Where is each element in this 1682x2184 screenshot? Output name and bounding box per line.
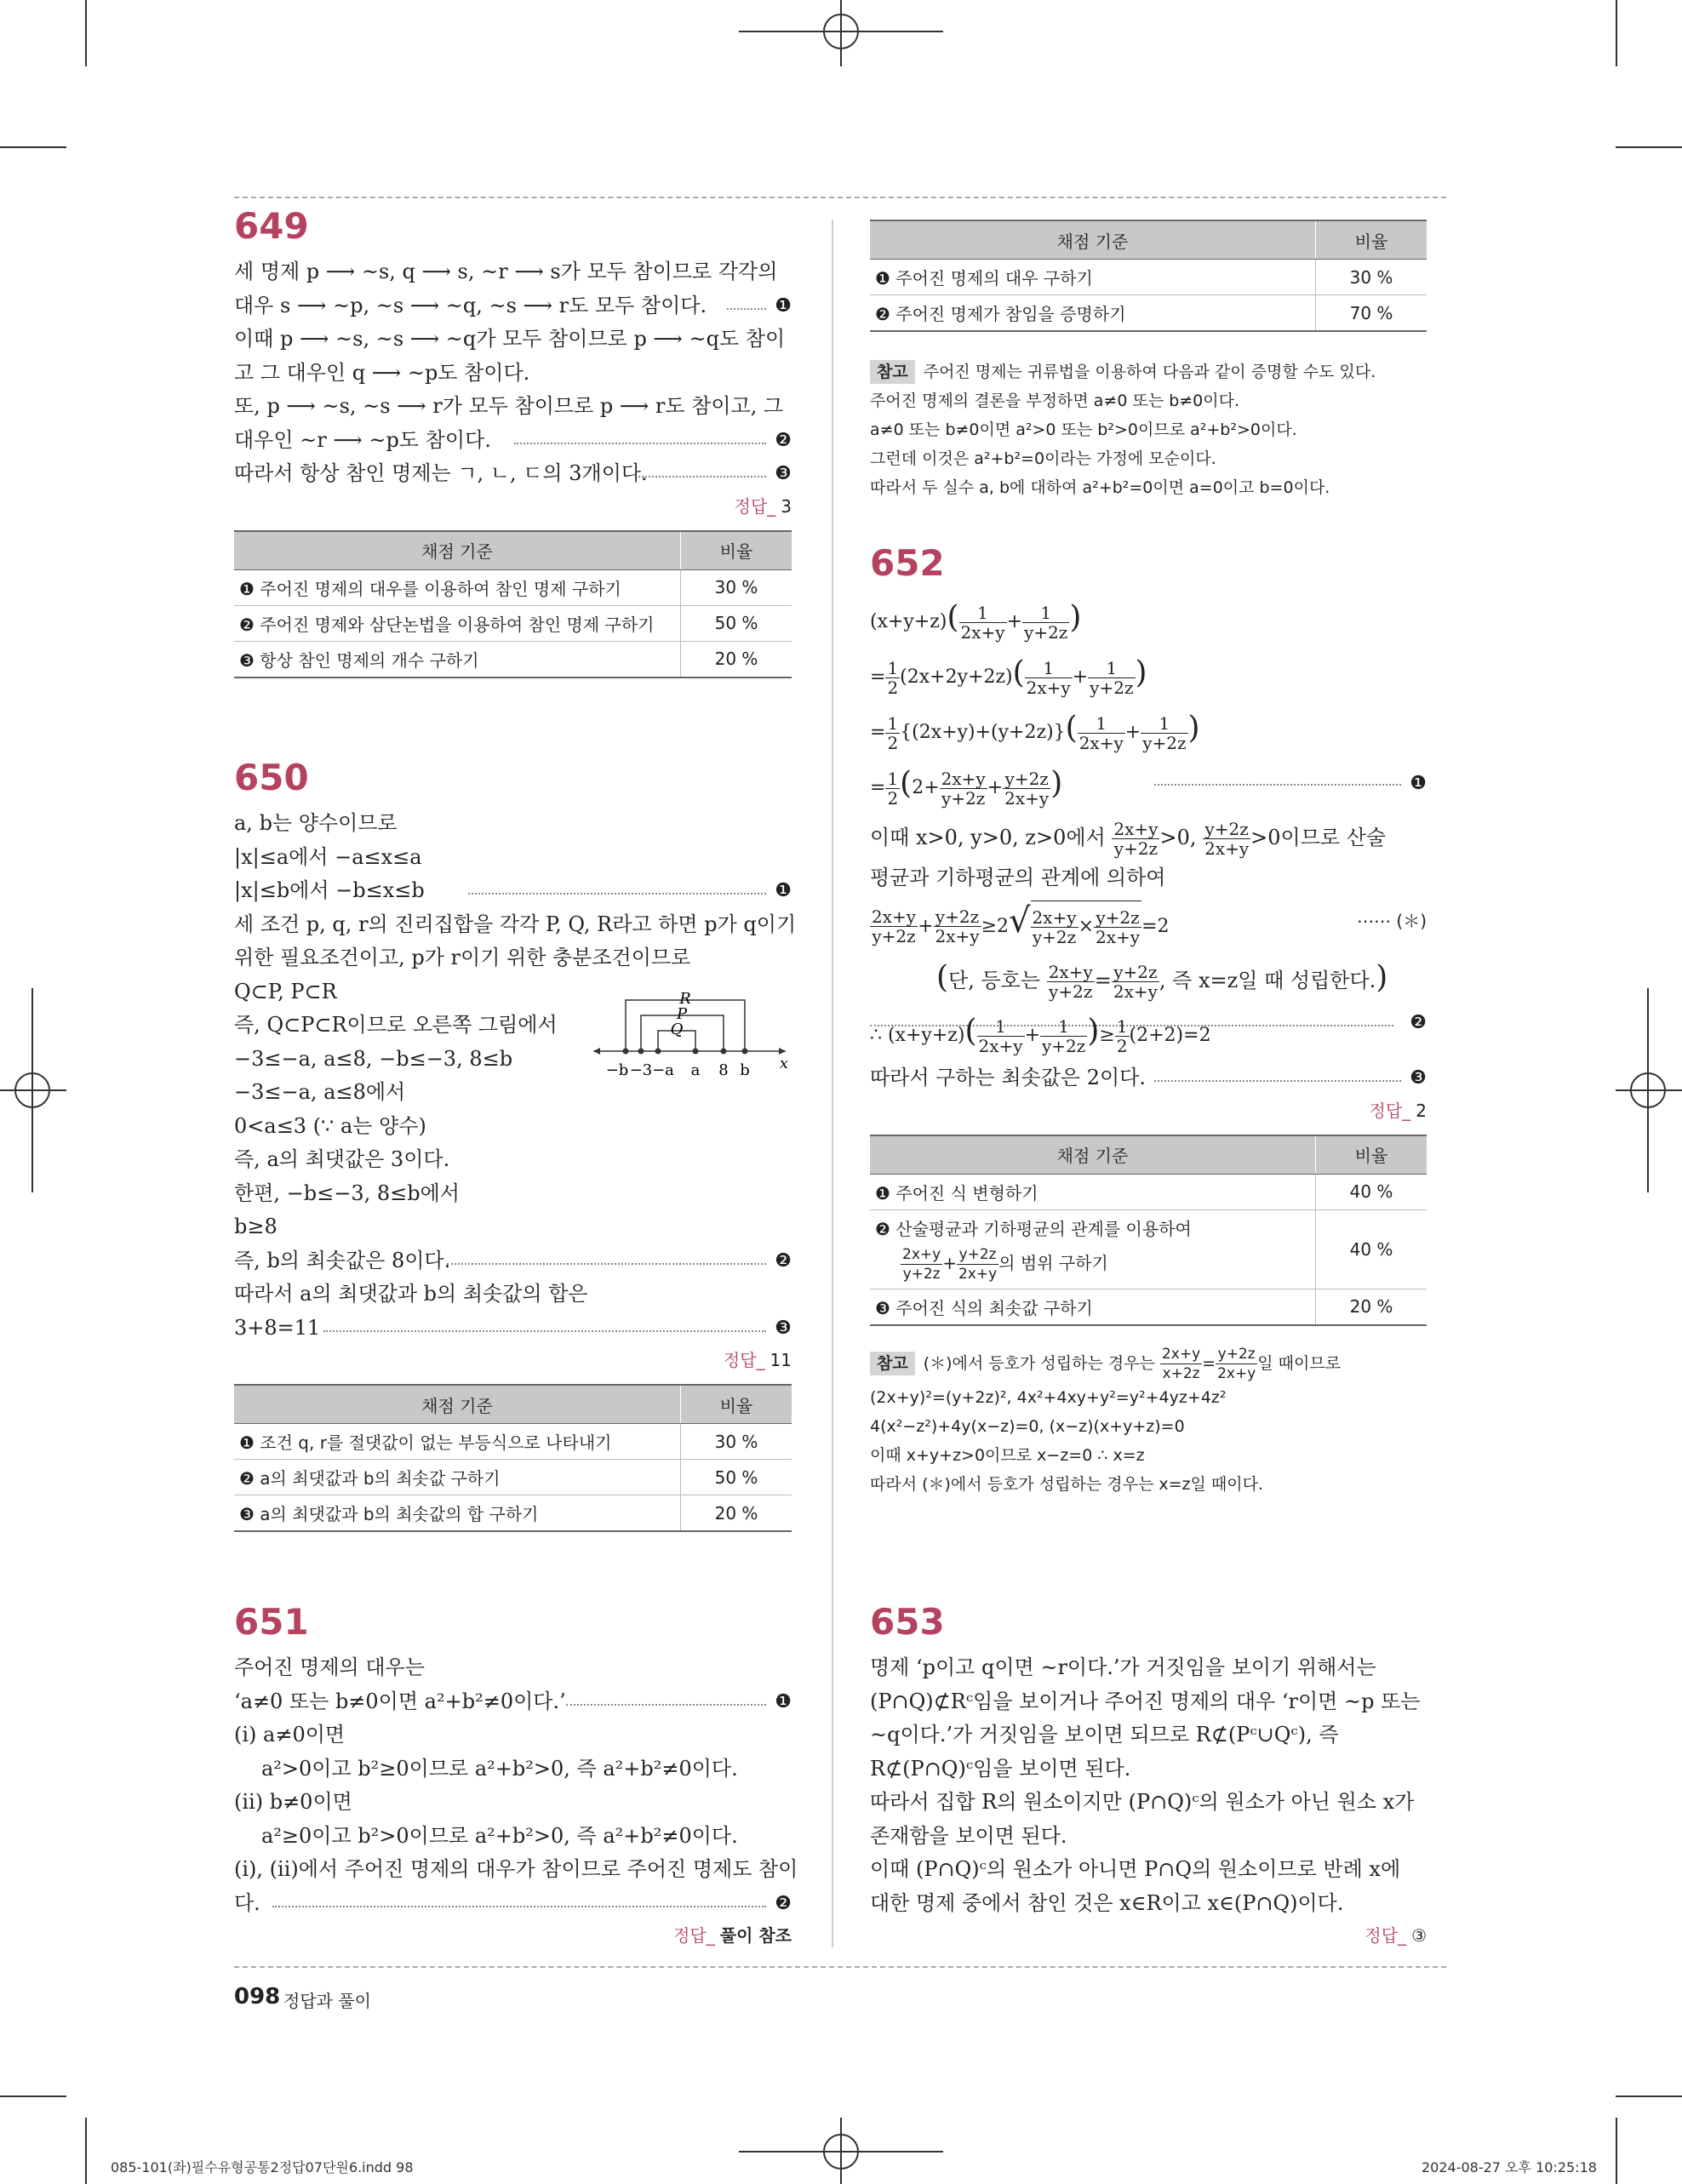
crop-mark — [1616, 0, 1617, 66]
solution-line: 대한 명제 중에서 참인 것은 x∈R이고 x∈(P∩Q)이다. — [870, 1890, 1344, 1915]
registration-mark-right — [1614, 988, 1682, 1192]
tick-label: a — [690, 1061, 701, 1079]
solution-line: 즉, b의 최솟값은 8이다. ❷ — [234, 1244, 792, 1278]
page-number: 098 — [234, 1984, 281, 2010]
solution-line: 따라서 집합 R의 원소이지만 (P∩Q)ᶜ의 원소가 아닌 원소 x가 — [870, 1790, 1415, 1814]
solution-line: 세 조건 p, q, r의 진리집합을 각각 P, Q, R라고 하면 p가 q이기 — [234, 912, 797, 936]
table-row: ❸ 항상 참인 명제의 개수 구하기 20 % — [234, 641, 792, 677]
solution-line: 이때 x>0, y>0, z>0에서 $\frac{2x+y}{y+2z}$ >0, $\frac{y+2z}{2x+y}$ >0이므로 산술 — [870, 819, 1387, 859]
solution-line: R⊄(P∩Q)ᶜ임을 보이면 된다. — [870, 1756, 1131, 1781]
answer: 정답_ 11 — [723, 1350, 792, 1370]
solution-line: 고 그 대우인 q ⟶ ~p도 참이다. — [234, 360, 530, 385]
grading-table — [870, 1135, 1427, 1326]
step-marker: ❸ — [775, 1317, 792, 1339]
crop-mark — [0, 2095, 66, 2097]
solution-line: 3+8=11 ❸ — [234, 1312, 792, 1346]
solution-line: (ⅰ), (ⅱ)에서 주어진 명제의 대우가 참이므로 주어진 명제도 참이 — [234, 1857, 798, 1881]
step-marker: ❶ — [775, 294, 792, 317]
file-slug: 085-101(좌)필수유형공통2정답07단원6.indd 98 — [111, 2159, 414, 2175]
step-marker: ❸ — [775, 463, 792, 484]
equation-line: = $\frac{1}{2}$ (2x+2y+2z)( $\frac{1}{2x+y}$ + $\frac{1}{y+2z}$ ) — [870, 655, 1147, 698]
note-badge: 참고 — [870, 1352, 915, 1375]
crop-mark — [1616, 2095, 1682, 2097]
table-header: 채점 기준 — [234, 531, 681, 570]
table-row: ❸ a의 최댓값과 b의 최솟값의 합 구하기 20 % — [234, 1495, 792, 1532]
column-divider — [832, 220, 833, 1947]
equation-line: ∴ (x+y+z)( $\frac{1}{2x+y}$ + $\frac{1}{y+2z}$ )≥ $\frac{1}{2}$ (2+2)=2 — [870, 1014, 1211, 1056]
table-row: ❷ 주어진 명제가 참임을 증명하기 70 % — [870, 295, 1427, 332]
grading-table-651 — [870, 220, 1427, 332]
answer: 정답_ ③ — [1364, 1925, 1427, 1946]
answer: 정답_ 2 — [1369, 1100, 1427, 1121]
table-row: ❷ 주어진 명제와 삼단논법을 이용하여 참인 명제 구하기 50 % — [234, 605, 792, 641]
solution-line: a²≥0이고 b²>0이므로 a²+b²>0, 즉 a²+b²≠0이다. — [261, 1823, 738, 1848]
step-marker: ❶ — [1410, 773, 1427, 794]
solution-line: a²>0이고 b²≥0이므로 a²+b²>0, 즉 a²+b²≠0이다. — [261, 1756, 738, 1781]
crop-mark — [0, 146, 66, 148]
solution-line: 또, p ⟶ ~s, ~s ⟶ r가 모두 참이므로 p ⟶ r도 참이고, 그 — [234, 394, 784, 418]
tick-label: 8 — [718, 1061, 729, 1079]
inequality-line: $\frac{2x+y}{y+2z}$ + $\frac{y+2z}{2x+y}$ ≥2√ $\frac{2x+y}{y+2z}$ × $\frac{y+2z}{2x+y}$ =2 ⋯⋯ (＊) — [870, 895, 1427, 953]
set-inclusion-diagram — [592, 990, 796, 1096]
problem-651 — [234, 1600, 798, 1951]
problem-650 — [234, 756, 797, 1532]
problem-653 — [870, 1600, 1427, 1951]
solution-line: 대우 s ⟶ ~p, ~s ⟶ ~q, ~s ⟶ r도 모두 참이다. ❶ — [234, 289, 792, 323]
solution-line: 즉, Q⊂P⊂R이므로 오른쪽 그림에서 — [234, 1013, 558, 1037]
solution-line: 다. ❷ — [234, 1887, 792, 1921]
solution-line: 0<a≤3 (∵ a는 양수) — [234, 1113, 426, 1138]
problem-649 — [234, 204, 792, 678]
solution-line: (P∩Q)⊄Rᶜ임을 보이거나 주어진 명제의 대우 ‘r이면 ~p 또는 — [870, 1689, 1421, 1713]
solution-line: 세 명제 p ⟶ ~s, q ⟶ s, ~r ⟶ s가 모두 참이므로 각각의 — [234, 260, 778, 283]
registration-mark-top — [739, 0, 943, 68]
table-row: ❷ a의 최댓값과 b의 최솟값 구하기 50 % — [234, 1460, 792, 1495]
solution-line: b≥8 — [234, 1215, 277, 1238]
solution-line: 대우인 ~r ⟶ ~p도 참이다. ❷ — [234, 424, 792, 458]
answer: 정답_ 풀이 참조 — [673, 1925, 792, 1946]
solution-line: Q⊂P, P⊂R — [234, 979, 337, 1003]
step-marker: ❶ — [775, 1690, 792, 1712]
equation-line: = $\frac{1}{2}$ (2+ $\frac{2x+y}{y+2z}$ + $\frac{y+2z}{2x+y}$ ) ❶ — [870, 758, 1427, 814]
step-marker: ❷ — [775, 1892, 792, 1914]
answer: 정답_ 3 — [734, 495, 792, 517]
tick-label: −3 — [629, 1061, 653, 1079]
table-row: ❶ 주어진 식 변형하기 40 % — [870, 1174, 1427, 1209]
solution-line: 이때 (P∩Q)ᶜ의 원소가 아니면 P∩Q의 원소이므로 반례 x에 — [870, 1857, 1401, 1881]
problem-652 — [870, 541, 1427, 1499]
axis-label: x — [779, 1055, 789, 1072]
solution-line: |x|≤b에서 −b≤x≤b ❶ — [234, 874, 792, 908]
solution-line: ~q이다.’가 거짓임을 보이면 되므로 R⊄(Pᶜ∪Qᶜ), 즉 — [870, 1723, 1339, 1747]
step-marker: ❷ — [1410, 1012, 1427, 1033]
crop-mark — [85, 2118, 87, 2184]
solution-line: 따라서 a의 최댓값과 b의 최솟값의 합은 — [234, 1282, 588, 1306]
right-column — [870, 220, 1427, 1946]
section-label: 정답과 풀이 — [283, 1991, 371, 2011]
table-row: ❶ 주어진 명제의 대우 구하기 30 % — [870, 260, 1427, 295]
table-row: ❶ 주어진 명제의 대우를 이용하여 참인 명제 구하기 30 % — [234, 569, 792, 605]
solution-line: 위한 필요조건이고, p가 r이기 위한 충분조건이므로 — [234, 946, 691, 969]
table-header: 채점 기준 — [870, 1135, 1316, 1175]
solution-line: 존재함을 보이면 된다. — [870, 1823, 1067, 1848]
solution-line: 따라서 구하는 최솟값은 2이다. ❸ — [870, 1061, 1427, 1095]
table-header: 비율 — [681, 531, 792, 570]
table-row: ❷ 산술평균과 기하평균의 관계를 이용하여 $\frac{2x+y}{y+2z}$ + $\frac{y+2z}{2x+y}$ 의 범위 구하기 40 % — [870, 1209, 1427, 1289]
problem-number: 651 — [234, 1601, 309, 1643]
solution-line: 주어진 명제의 대우는 — [234, 1655, 425, 1679]
step-marker: ❸ — [1410, 1067, 1427, 1089]
solution-line: 즉, a의 최댓값은 3이다. — [234, 1147, 450, 1171]
step-marker: ❷ — [775, 1249, 792, 1272]
note-652: 참고 (＊)에서 등호가 성립하는 경우는 $\frac{2x+y}{x+2z}$ = $\frac{y+2z}{2x+y}$ 일 때이므로 (2x+y)²=(y+2z)², 4x²+4xy+y²=y²+4yz+4z² 4(x²−z²)+4y(x−z)=0, (x−z)(x+y+z)=0 이때 x+y+z>0이므로 x−z=0 ∴ x=z 따라서 (＊)에서 등호가 성립하는 경우는 x=z일 때이다. — [870, 1345, 1342, 1494]
problem-number: 650 — [234, 757, 309, 798]
note-badge: 참고 — [870, 360, 915, 384]
star-marker: ⋯⋯ (＊) — [1357, 910, 1427, 931]
solution-line: −3≤−a, a≤8, −b≤−3, 8≤b — [234, 1046, 513, 1071]
tick-label: −a — [652, 1061, 674, 1079]
equation-line: = $\frac{1}{2}$ {(2x+y)+(y+2z)}( $\frac{1}{2x+y}$ + $\frac{1}{y+2z}$ ) — [870, 711, 1200, 753]
solution-line: ‘a≠0 또는 b≠0이면 a²+b²≠0이다.’ ❶ — [234, 1685, 792, 1719]
grading-table — [234, 1384, 792, 1532]
step-marker: ❷ — [775, 429, 792, 451]
table-row: ❶ 조건 q, r를 절댓값이 없는 부등식으로 나타내기 30 % — [234, 1424, 792, 1460]
solution-line: 평균과 기하평균의 관계에 의하여 — [870, 866, 1166, 889]
tick-label: −b — [605, 1061, 629, 1079]
bottom-dashed-rule — [234, 1966, 1446, 1968]
table-row: ❸ 주어진 식의 최솟값 구하기 20 % — [870, 1289, 1427, 1325]
problem-number: 652 — [870, 542, 945, 584]
crop-mark — [85, 0, 87, 66]
set-label-q: Q — [670, 1021, 684, 1038]
solution-line: (ⅰ) a≠0이면 — [234, 1723, 346, 1747]
print-datetime: 2024-08-27 오후 10:25:18 — [1422, 2159, 1597, 2175]
solution-line: 따라서 항상 참인 명제는 ㄱ, ㄴ, ㄷ의 3개이다. ❸ — [234, 457, 792, 491]
crop-mark — [1616, 2118, 1617, 2184]
table-header: 비율 — [1316, 1135, 1427, 1175]
table-header: 비율 — [681, 1385, 792, 1424]
equation-line: (x+y+z)( $\frac{1}{2x+y}$ + $\frac{1}{y+2z}$ ) — [870, 600, 1082, 643]
note-651: 참고 주어진 명제는 귀류법을 이용하여 다음과 같이 증명할 수도 있다. 주어진 명제의 결론을 부정하면 a≠0 또는 b≠0이다. a≠0 또는 b≠0이면 a²>0 또는 b²>0이므로 a²+b²>0이다. 그런데 이것은 a²+b²=0이라는 가정에 모순이다. 따라서 두 실수 a, b에 대하여 a²+b²=0이면 a=0이고 b=0이다. — [870, 357, 1427, 502]
table-header: 채점 기준 — [234, 1385, 681, 1424]
registration-mark-bottom — [739, 2118, 943, 2184]
solution-line: (ⅱ) b≠0이면 — [234, 1790, 352, 1814]
set-label-r: R — [679, 990, 691, 1008]
solution-line: a, b는 양수이므로 — [234, 811, 398, 835]
solution-line: |x|≤a에서 −a≤x≤a — [234, 844, 422, 869]
table-header: 채점 기준 — [870, 220, 1316, 260]
crop-mark — [1616, 146, 1682, 148]
step-marker: ❶ — [775, 880, 792, 901]
set-label-p: P — [676, 1005, 688, 1023]
tick-label: b — [740, 1061, 750, 1079]
registration-mark-left — [0, 988, 68, 1192]
table-header: 비율 — [1316, 220, 1427, 260]
solution-line: 한편, −b≤−3, 8≤b에서 — [234, 1181, 460, 1205]
problem-number: 653 — [870, 1601, 945, 1643]
solution-line: 명제 ‘p이고 q이면 ~r이다.’가 거짓임을 보이기 위해서는 — [870, 1655, 1376, 1679]
problem-number: 649 — [234, 205, 309, 247]
solution-line: 이때 p ⟶ ~s, ~s ⟶ ~q가 모두 참이므로 p ⟶ ~q도 참이 — [234, 327, 786, 351]
equality-condition: (단, 등호는 $\frac{2x+y}{y+2z}$ = $\frac{y+2z}{2x+y}$ , 즉 x=z일 때 성립한다.) — [936, 960, 1388, 1002]
grading-table — [234, 530, 792, 678]
top-dashed-rule — [234, 197, 1446, 198]
solution-line: −3≤−a, a≤8에서 — [234, 1080, 406, 1104]
